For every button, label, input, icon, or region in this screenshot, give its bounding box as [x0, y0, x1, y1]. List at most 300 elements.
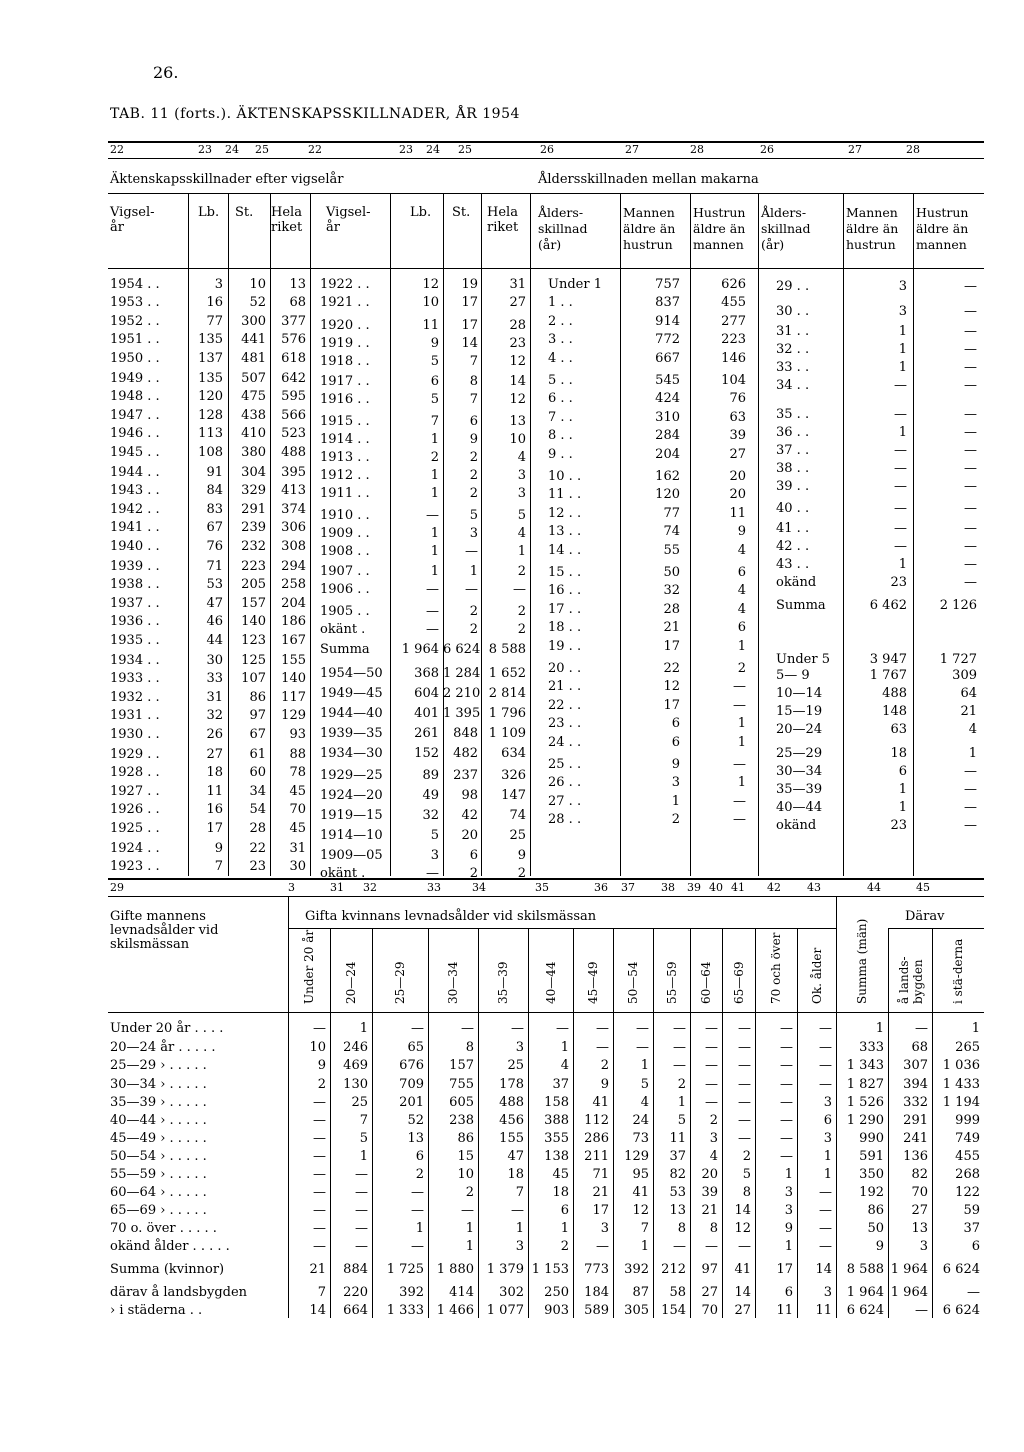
table-row-label: 15 . .: [548, 565, 582, 580]
table-cell: 17: [592, 1203, 609, 1218]
table-cell: —: [819, 1040, 832, 1055]
table-cell: 21: [592, 1185, 609, 1200]
table-cell: —: [313, 1203, 326, 1218]
table-cell-st: 17: [461, 318, 478, 333]
table-cell: —: [596, 1021, 609, 1036]
table-cell: —: [819, 1058, 832, 1073]
table-cell: 18: [552, 1185, 569, 1200]
table-cell: —: [738, 1095, 751, 1110]
column-number: 24: [426, 143, 440, 156]
table-cell-hustrun: 2: [737, 661, 746, 676]
table-row-year: 1950 . .: [110, 350, 160, 366]
table-row-label: okänd: [776, 575, 817, 590]
table-cell-hustrun: —: [964, 764, 977, 779]
table-cell-st: 2: [469, 468, 478, 483]
column-number: 43: [807, 881, 821, 894]
table-cell-mannen: 17: [663, 638, 680, 654]
table-cell: 6: [784, 1285, 793, 1300]
table-cell: 302: [499, 1285, 524, 1300]
table-cell-mannen: 914: [655, 313, 680, 329]
table-cell: 12: [632, 1203, 649, 1218]
table-cell: 122: [955, 1185, 980, 1200]
table-cell: 3: [919, 1239, 928, 1254]
table-row-label: 14 . .: [548, 542, 582, 558]
table-cell-mannen: 3: [898, 304, 907, 319]
table-row-label: 28 . .: [548, 812, 582, 828]
table-cell: 220: [343, 1285, 368, 1300]
table-cell: 2: [317, 1077, 326, 1092]
table-cell-riket: 147: [501, 788, 526, 803]
table-cell-st: 380: [241, 444, 266, 460]
table-cell: 130: [343, 1077, 368, 1092]
table-cell-riket: 413: [281, 483, 306, 499]
column-header: 35—39: [496, 961, 510, 1004]
column-header: Ok. ålder: [810, 947, 824, 1004]
table-cell-riket: 167: [281, 632, 306, 648]
table-row-label: Summa (kvinnor): [110, 1262, 225, 1277]
table-cell: —: [705, 1095, 718, 1110]
table-cell-st: 9: [469, 432, 478, 447]
table-cell-mannen: 23: [890, 818, 907, 833]
table-cell-riket: 3: [517, 486, 526, 501]
column-header: Ålders-skillnad (år): [538, 205, 588, 252]
table-cell-st: 7: [469, 392, 478, 407]
table-cell: 58: [669, 1285, 686, 1300]
table-cell: 1 466: [436, 1303, 474, 1318]
table-cell-lb: 10: [422, 295, 439, 310]
table-row-label: 1914—10: [320, 828, 383, 843]
table-cell-hustrun: —: [964, 443, 977, 458]
table-cell: 1: [515, 1221, 524, 1236]
table-cell: 307: [903, 1058, 928, 1073]
table-cell: 20: [701, 1167, 718, 1182]
table-cell-riket: 155: [281, 653, 306, 668]
table-cell-lb: 135: [198, 371, 223, 386]
table-cell-riket: 2 814: [488, 686, 526, 701]
table-cell-lb: 71: [206, 559, 223, 574]
table-cell: —: [780, 1021, 793, 1036]
table-cell: 469: [343, 1058, 368, 1073]
table-row-label: 1915 . .: [320, 414, 370, 429]
table-row-label: 22 . .: [548, 697, 582, 713]
table-cell-lb: 30: [206, 653, 223, 668]
table-cell-mannen: 22: [663, 661, 680, 676]
table-cell-hustrun: —: [964, 818, 977, 833]
table-cell: 47: [507, 1149, 524, 1164]
table-cell-st: 1 284: [443, 666, 481, 681]
table-cell: 3: [600, 1221, 609, 1236]
column-number: 27: [848, 143, 862, 156]
table-cell: 10: [309, 1040, 326, 1055]
table-row-label: 1914 . .: [320, 432, 370, 447]
table-cell: —: [819, 1221, 832, 1236]
table-cell-st: —: [465, 582, 478, 597]
column-number: 37: [621, 881, 635, 894]
table-row-label: Summa: [776, 598, 826, 613]
table-cell: —: [738, 1040, 751, 1055]
table-cell: —: [705, 1239, 718, 1254]
column-number: 33: [427, 881, 441, 894]
table-cell-lb: 46: [206, 614, 223, 630]
table-cell: —: [673, 1040, 686, 1055]
table-cell-hustrun: 455: [721, 295, 746, 311]
column-header: St.: [452, 205, 471, 220]
table-row-year: 1933 . .: [110, 671, 160, 687]
table-cell-st: 1: [469, 564, 478, 579]
table-cell-riket: 326: [501, 768, 526, 783]
table-cell-riket: 25: [509, 828, 526, 843]
table-cell-lb: 32: [422, 808, 439, 823]
table-cell: 52: [407, 1113, 424, 1128]
table-cell-lb: 26: [206, 726, 223, 742]
table-cell: —: [636, 1021, 649, 1036]
table-row-label: 1917 . .: [320, 374, 370, 389]
table-cell-riket: 129: [281, 708, 306, 724]
table-cell-mannen: 63: [890, 722, 907, 737]
table-cell: 1 964: [890, 1262, 928, 1277]
column-header: Mannen äldre än hustrun: [623, 205, 676, 252]
table-cell-hustrun: —: [733, 697, 746, 713]
bottom-header-rule: [108, 1012, 984, 1013]
column-number-rule: [108, 158, 984, 159]
table-cell: 392: [624, 1262, 649, 1277]
table-cell: 3: [823, 1131, 832, 1146]
table-cell-lb: 5: [430, 354, 439, 369]
table-cell-mannen: 1: [898, 800, 907, 815]
table-cell-lb: 67: [206, 520, 223, 536]
left-section-heading: Äktenskapsskillnader efter vigselår: [110, 172, 344, 187]
table-cell: 4: [709, 1149, 718, 1164]
table-cell-riket: 8 588: [488, 642, 526, 657]
table-cell-riket: 117: [281, 689, 306, 705]
table-cell-mannen: —: [894, 407, 907, 422]
table-cell: 2: [742, 1149, 751, 1164]
table-row-year: 1943 . .: [110, 483, 160, 499]
table-cell: 27: [701, 1285, 718, 1300]
table-cell-lb: 47: [206, 595, 223, 611]
table-row-label: 31 . .: [776, 324, 810, 339]
table-row-label: 37 . .: [776, 443, 810, 458]
table-cell-mannen: 488: [882, 686, 907, 701]
table-cell: —: [313, 1131, 326, 1146]
table-cell-mannen: 284: [655, 428, 680, 444]
table-cell: 3: [709, 1131, 718, 1146]
table-cell-riket: 642: [281, 371, 306, 386]
table-cell-riket: 68: [289, 295, 306, 311]
table-row-label: 1909 . .: [320, 526, 370, 541]
column-number: 42: [767, 881, 781, 894]
table-cell-mannen: 120: [655, 487, 680, 503]
table-cell-riket: 258: [281, 577, 306, 593]
table-cell-hustrun: —: [964, 575, 977, 590]
table-row-label: 30 . .: [776, 304, 810, 319]
table-cell-hustrun: 4: [737, 601, 746, 617]
table-cell: 192: [859, 1185, 884, 1200]
table-cell-hustrun: 4: [737, 542, 746, 558]
table-cell: 1 036: [942, 1058, 980, 1073]
table-cell-lb: 16: [206, 802, 223, 818]
table-row-label: 1 . .: [548, 295, 573, 311]
table-cell-mannen: 1: [898, 782, 907, 797]
table-cell-riket: 595: [281, 389, 306, 405]
table-cell-st: 3: [469, 526, 478, 541]
table-row-label: 34 . .: [776, 378, 810, 393]
table-cell-lb: 9: [214, 841, 223, 856]
table-row-label: Under 1: [548, 277, 602, 292]
table-cell: 45: [552, 1167, 569, 1182]
table-row-label: 19 . .: [548, 638, 582, 654]
table-cell-riket: 3: [517, 468, 526, 483]
table-cell-mannen: 9: [671, 757, 680, 772]
table-cell-st: 410: [241, 426, 266, 442]
column-header: St.: [235, 205, 254, 220]
table-cell: 37: [669, 1149, 686, 1164]
table-cell-st: 19: [461, 277, 478, 292]
table-cell: 21: [701, 1203, 718, 1218]
table-cell: 5: [742, 1167, 751, 1182]
column-number: 41: [731, 881, 745, 894]
table-row-year: 1949 . .: [110, 371, 160, 386]
table-cell: 11: [669, 1131, 686, 1146]
table-cell: 3: [784, 1185, 793, 1200]
table-row-label: 11 . .: [548, 487, 582, 503]
table-cell: 7: [640, 1221, 649, 1236]
table-row-label: 1922 . .: [320, 277, 370, 292]
table-cell-hustrun: 39: [729, 428, 746, 444]
table-cell: 1 379: [486, 1262, 524, 1277]
table-cell: —: [780, 1095, 793, 1110]
table-cell-riket: 566: [281, 407, 306, 423]
table-cell-mannen: 667: [655, 350, 680, 366]
table-row-label: 50—54 › . . . . .: [110, 1149, 207, 1164]
table-cell-mannen: 1: [898, 425, 907, 440]
table-row-year: 1931 . .: [110, 708, 160, 724]
table-cell-st: 237: [453, 768, 478, 783]
table-cell: 1: [560, 1221, 569, 1236]
table-cell-riket: 27: [509, 295, 526, 310]
table-cell-hustrun: 223: [721, 332, 746, 348]
column-header: å lands-bygden: [897, 956, 925, 1004]
table-cell: —: [355, 1239, 368, 1254]
table-row-year: 1929 . .: [110, 747, 160, 762]
table-cell-lb: 2: [430, 450, 439, 465]
table-cell-st: 304: [241, 465, 266, 480]
table-cell: 1 964: [846, 1285, 884, 1300]
darav-heading: Därav: [905, 909, 945, 924]
table-cell: 773: [584, 1262, 609, 1277]
table-cell-lb: —: [426, 866, 439, 881]
table-cell-hustrun: 20: [729, 469, 746, 484]
table-row-label: 1918 . .: [320, 354, 370, 369]
table-cell-mannen: 204: [655, 446, 680, 462]
table-cell-mannen: 1: [898, 342, 907, 357]
column-number: 22: [308, 143, 322, 156]
column-number: 25: [255, 143, 269, 156]
table-row-year: 1946 . .: [110, 426, 160, 442]
table-cell-st: 28: [249, 820, 266, 836]
table-cell-lb: 135: [198, 332, 223, 348]
column-number: 3: [288, 881, 295, 894]
table-cell-riket: 2: [517, 622, 526, 637]
table-cell-riket: 2: [517, 604, 526, 619]
column-header: Under 20 år: [302, 929, 316, 1004]
table-cell: 41: [734, 1262, 751, 1277]
table-row-label: 20—24 år . . . . .: [110, 1040, 216, 1055]
table-cell-st: 17: [461, 295, 478, 310]
table-cell-hustrun: 1: [737, 716, 746, 732]
table-cell-st: 125: [241, 653, 266, 668]
table-cell: 1 194: [942, 1095, 980, 1110]
table-cell-mannen: 17: [663, 697, 680, 713]
table-row-label: 24 . .: [548, 734, 582, 750]
table-cell: 1 077: [486, 1303, 524, 1318]
table-cell: —: [819, 1203, 832, 1218]
table-cell: —: [313, 1021, 326, 1036]
table-cell-st: 6: [469, 414, 478, 429]
table-cell-lb: 18: [206, 765, 223, 781]
table-cell: 50: [867, 1221, 884, 1236]
table-row-label: 3 . .: [548, 332, 573, 348]
table-cell: —: [780, 1058, 793, 1073]
table-cell-mannen: 74: [663, 524, 680, 540]
column-header: Hela riket: [487, 205, 519, 235]
table-cell-lb: 76: [206, 538, 223, 554]
table-cell: —: [313, 1113, 326, 1128]
table-row-year: 1952 . .: [110, 313, 160, 329]
table-cell-mannen: 23: [890, 575, 907, 590]
table-cell: —: [780, 1040, 793, 1055]
table-cell-st: 848: [453, 726, 478, 741]
table-cell-hustrun: 626: [721, 277, 746, 292]
table-cell: —: [411, 1185, 424, 1200]
table-cell-riket: 13: [289, 277, 306, 292]
table-cell-hustrun: 4: [968, 722, 977, 737]
table-cell-st: 67: [249, 726, 266, 742]
table-cell-st: 2: [469, 450, 478, 465]
table-row-year: 1953 . .: [110, 295, 160, 311]
table-cell: —: [673, 1239, 686, 1254]
table-cell-hustrun: —: [733, 812, 746, 828]
table-cell: 70: [911, 1185, 928, 1200]
table-row-label: 1939—35: [320, 726, 383, 741]
column-number: 28: [906, 143, 920, 156]
table-cell: 4: [640, 1095, 649, 1110]
table-cell: 268: [955, 1167, 980, 1182]
table-cell-st: 86: [249, 689, 266, 705]
table-cell-riket: 395: [281, 465, 306, 480]
table-cell-lb: 7: [214, 859, 223, 875]
table-cell-riket: 9: [517, 848, 526, 863]
table-cell-lb: 91: [206, 465, 223, 480]
table-cell-st: 2: [469, 622, 478, 637]
table-cell-hustrun: 1: [737, 734, 746, 750]
table-cell: 1 333: [386, 1303, 424, 1318]
table-cell: 3: [784, 1203, 793, 1218]
table-cell-hustrun: 21: [960, 704, 977, 719]
table-cell-lb: 1: [430, 544, 439, 559]
table-cell: —: [738, 1021, 751, 1036]
table-cell-hustrun: —: [964, 782, 977, 797]
table-cell-lb: 31: [206, 689, 223, 705]
table-cell-riket: 2: [517, 866, 526, 881]
table-row-label: 21 . .: [548, 679, 582, 695]
table-cell-st: 6 624: [443, 642, 481, 657]
table-cell: 41: [592, 1095, 609, 1110]
table-cell-riket: 74: [509, 808, 526, 823]
table-row-label: 1924—20: [320, 788, 383, 803]
table-cell: 8: [742, 1185, 751, 1200]
table-cell: 14: [309, 1303, 326, 1318]
table-cell: 6: [971, 1239, 980, 1254]
table-cell-mannen: 772: [655, 332, 680, 348]
table-row-year: 1945 . .: [110, 444, 160, 460]
table-cell: 6: [415, 1149, 424, 1164]
table-cell-st: 1 395: [443, 706, 481, 721]
table-cell-lb: 5: [430, 392, 439, 407]
table-cell-riket: 12: [509, 354, 526, 369]
table-row-label: 1916 . .: [320, 392, 370, 407]
table-row-year: 1940 . .: [110, 538, 160, 554]
table-cell: 1: [784, 1167, 793, 1182]
table-cell: 1 827: [846, 1077, 884, 1092]
table-cell: 2: [415, 1167, 424, 1182]
column-number: 23: [198, 143, 212, 156]
table-cell: 68: [911, 1040, 928, 1055]
table-cell-st: 52: [249, 295, 266, 311]
table-cell-riket: 31: [289, 841, 306, 856]
table-cell-mannen: 148: [882, 704, 907, 719]
table-cell: —: [738, 1077, 751, 1092]
table-cell: 86: [457, 1131, 474, 1146]
table-cell-hustrun: 104: [721, 373, 746, 388]
table-row-year: 1930 . .: [110, 726, 160, 742]
table-cell: 1: [465, 1221, 474, 1236]
table-cell: —: [738, 1113, 751, 1128]
table-cell: —: [780, 1113, 793, 1128]
table-row-label: 1912 . .: [320, 468, 370, 483]
table-cell-riket: 5: [517, 508, 526, 523]
table-cell: —: [915, 1021, 928, 1036]
table-cell-hustrun: —: [964, 279, 977, 294]
table-cell-st: 239: [241, 520, 266, 536]
table-row-label: okänd: [776, 818, 817, 833]
table-row-label: 9 . .: [548, 446, 573, 462]
table-cell: 24: [632, 1113, 649, 1128]
table-cell-st: 10: [249, 277, 266, 292]
table-cell-hustrun: 6: [737, 565, 746, 580]
table-cell-hustrun: —: [964, 324, 977, 339]
table-cell: —: [673, 1021, 686, 1036]
table-cell: 9: [784, 1221, 793, 1236]
table-cell-lb: 27: [206, 747, 223, 762]
table-row-year: 1925 . .: [110, 820, 160, 836]
table-cell-st: 7: [469, 354, 478, 369]
table-cell-st: 441: [241, 332, 266, 348]
table-row-label: 25—29: [776, 746, 823, 761]
column-number: 22: [110, 143, 124, 156]
table-cell-st: —: [465, 544, 478, 559]
table-cell: —: [673, 1058, 686, 1073]
table-row-label: 43 . .: [776, 557, 810, 572]
column-header: Lb.: [198, 205, 220, 220]
column-number: 27: [625, 143, 639, 156]
table-cell-st: 232: [241, 538, 266, 554]
table-cell-riket: 2: [517, 564, 526, 579]
table-row-label: 65—69 › . . . . .: [110, 1203, 207, 1218]
table-cell: 14: [734, 1203, 751, 1218]
table-cell-riket: 14: [509, 374, 526, 389]
table-row-year: 1944 . .: [110, 465, 160, 480]
